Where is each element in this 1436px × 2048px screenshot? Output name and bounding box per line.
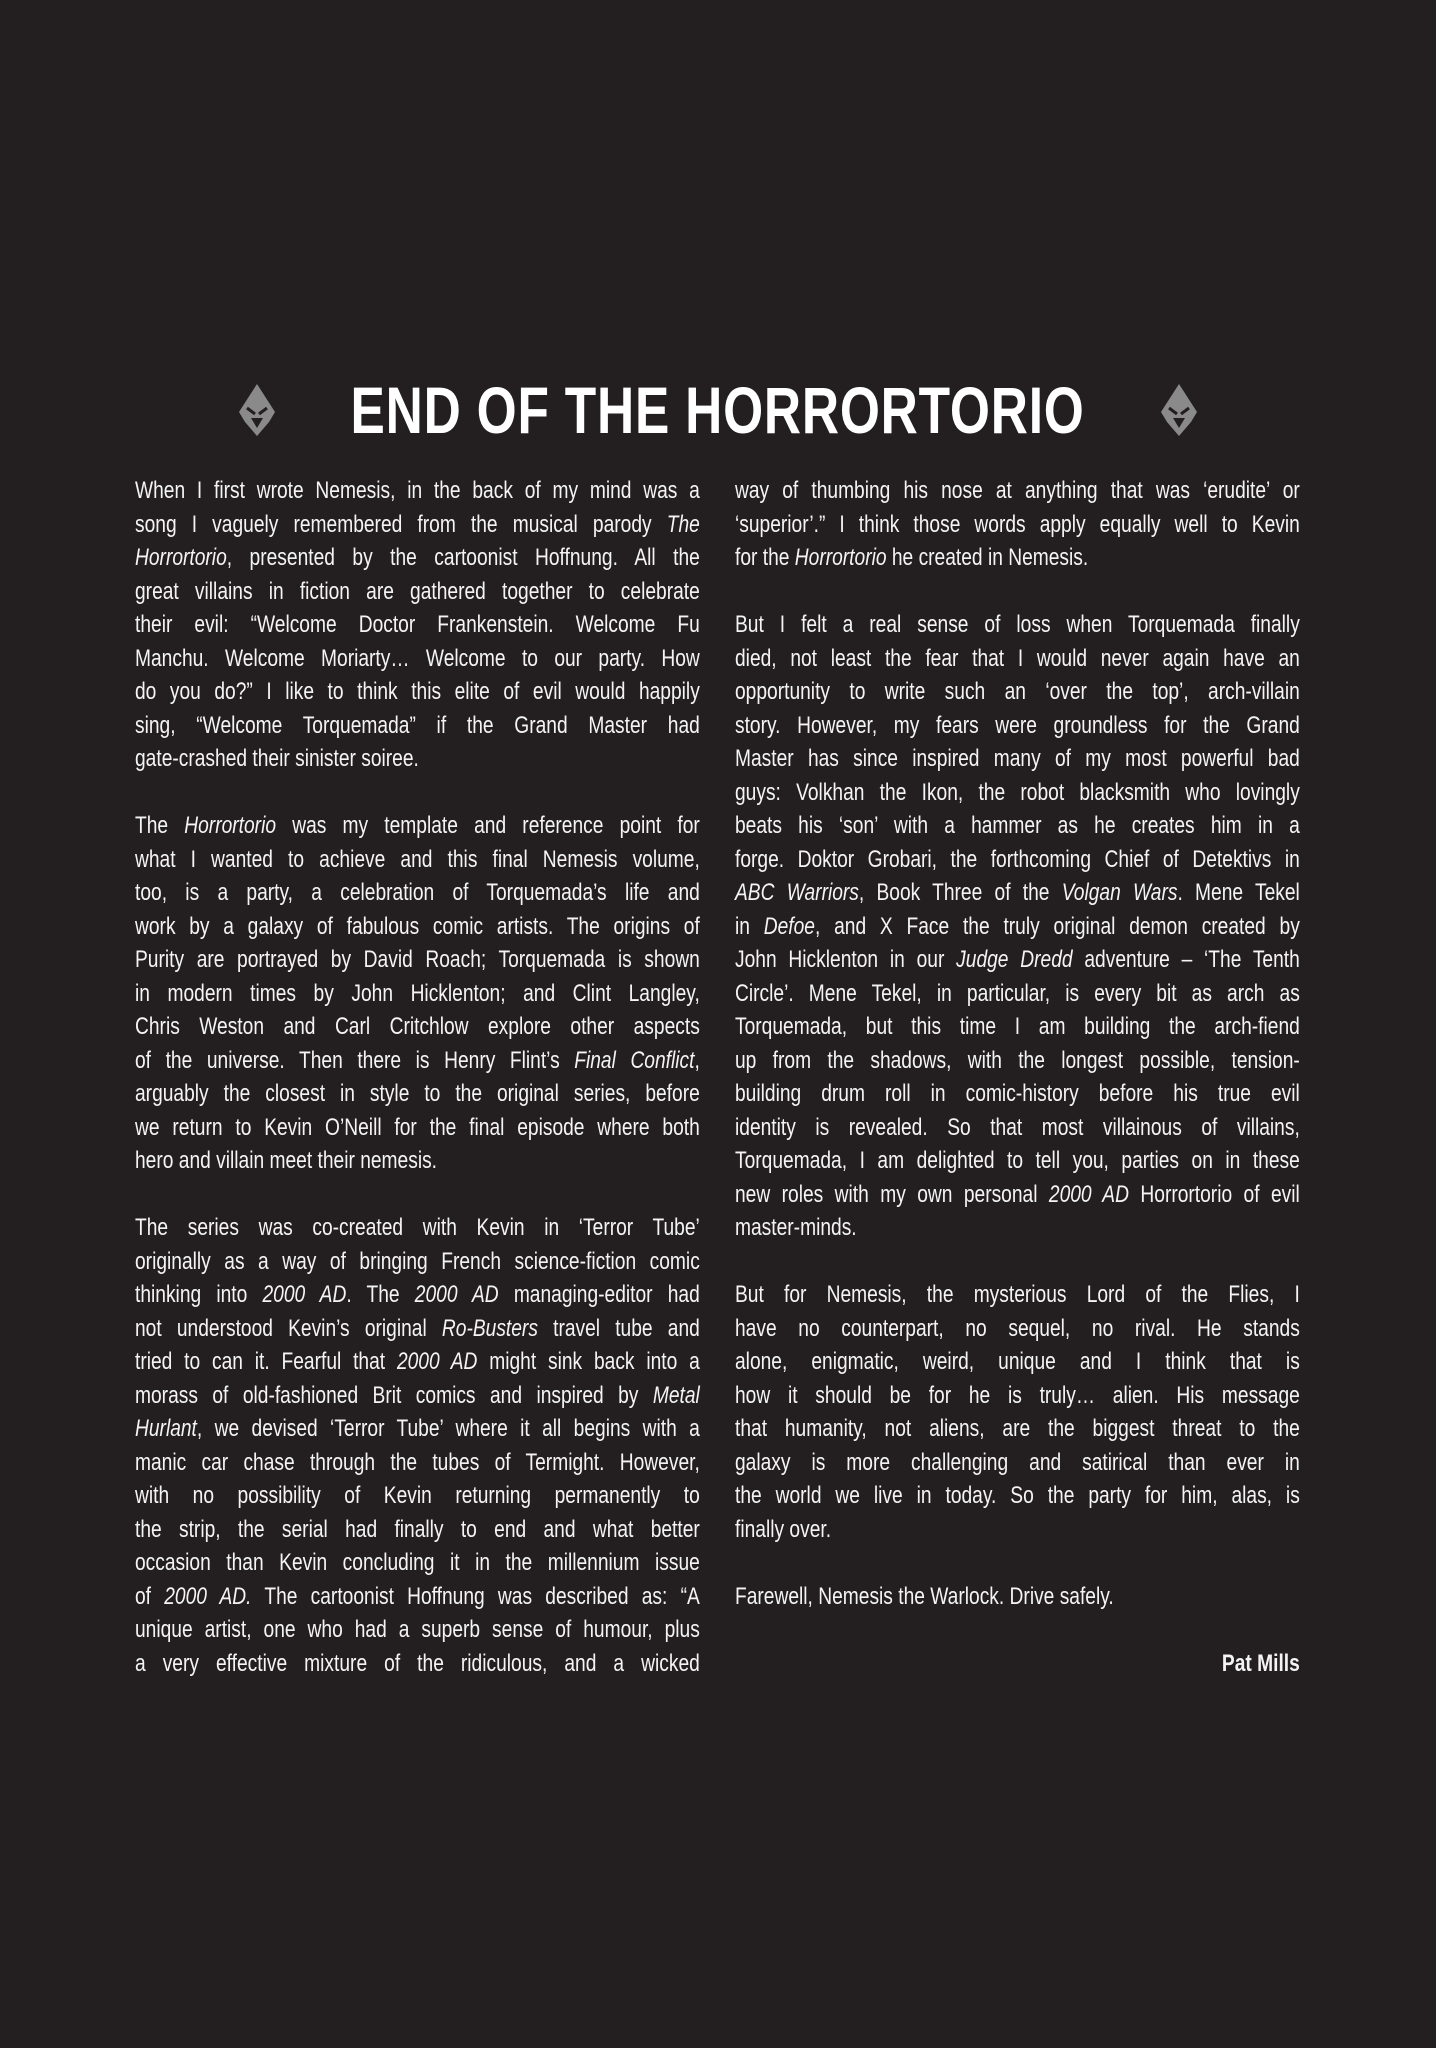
text-line <box>135 1010 700 1044</box>
text-run: of <box>135 1582 165 1610</box>
text-line <box>135 709 700 743</box>
text-line <box>135 876 700 910</box>
text-run: song I vaguely remembered from the musical parody <box>135 510 667 538</box>
text-line <box>135 1044 700 1078</box>
text-run: Purity are portrayed by David Roach; Torquemada is shown <box>135 946 700 973</box>
text-line <box>735 910 1300 944</box>
text-run: new roles with my own personal <box>735 1180 1049 1208</box>
text-run: in <box>735 912 764 940</box>
italic-text: The <box>666 510 700 538</box>
text-line <box>735 1077 1300 1111</box>
text-line <box>735 809 1300 843</box>
text-line <box>135 809 700 843</box>
text-run: work by a galaxy of fabulous comic artists. The origins of <box>135 912 700 940</box>
text-line <box>735 541 1300 575</box>
text-run: gate-crashed their sinister soiree. <box>135 745 419 772</box>
text-run: , Book Three of the <box>858 879 1062 906</box>
text-line <box>735 474 1300 508</box>
text-line <box>735 709 1300 743</box>
text-line <box>735 977 1300 1011</box>
italic-text: Hurlant <box>135 1415 197 1442</box>
text-run: , presented by the cartoonist Hoffnung. All the <box>226 544 700 571</box>
italic-text: Final Conflict <box>574 1046 695 1074</box>
text-run: hero and villain meet their nemesis. <box>135 1147 438 1174</box>
text-run: arguably the closest in style to the original series, before <box>135 1080 700 1107</box>
text-run: John Hicklenton in our <box>735 946 957 973</box>
nemesis-emblem-icon <box>235 382 279 438</box>
text-line <box>135 1613 700 1647</box>
text-line <box>135 541 700 575</box>
paragraph-gap <box>735 1546 1300 1580</box>
text-run: building drum roll in comic-history before his true evil <box>735 1080 1300 1107</box>
title-row <box>0 372 1436 448</box>
text-run: great villains in fiction are gathered together to celebrate <box>135 577 700 605</box>
text-line <box>735 1479 1300 1513</box>
italic-text: 2000 AD <box>396 1348 478 1375</box>
italic-text: 2000 AD <box>414 1281 499 1308</box>
text-run: up from the shadows, with the longest possible, tension- <box>735 1046 1300 1074</box>
text-run: Horrortorio of evil <box>1128 1180 1300 1208</box>
italic-text: Volgan Wars <box>1061 879 1178 906</box>
text-run: manic car chase through the tubes of Termight. However, <box>135 1448 700 1476</box>
text-line <box>135 977 700 1011</box>
text-run: with no possibility of Kevin returning permanently to <box>135 1482 700 1509</box>
nemesis-emblem-icon <box>1157 382 1201 438</box>
text-line <box>135 843 700 877</box>
text-line <box>735 1412 1300 1446</box>
text-run: guys: Volkhan the Ikon, the robot blacksmith who lovingly <box>735 778 1300 806</box>
paragraph-gap <box>735 1245 1300 1279</box>
text-run: what I wanted to achieve and this final Nemesis volume, <box>135 845 700 873</box>
text-line <box>135 1446 700 1480</box>
text-run: their evil: “Welcome Doctor Frankenstein. Welcome Fu <box>135 611 700 638</box>
text-line <box>735 1580 1300 1614</box>
text-run: opportunity to write such an ‘over the top’, arch-villain <box>735 678 1300 705</box>
text-run: a very effective mixture of the ridiculous, and a wicked <box>135 1649 700 1677</box>
text-run: might sink back into a <box>477 1348 700 1375</box>
text-line <box>735 1379 1300 1413</box>
text-line <box>735 1111 1300 1145</box>
text-run: travel tube and <box>537 1314 700 1342</box>
text-line <box>135 1546 700 1580</box>
text-run: alone, enigmatic, weird, unique and I think that is <box>735 1348 1300 1375</box>
text-run: But I felt a real sense of loss when Torquemada finally <box>735 611 1300 638</box>
italic-text: Horrortorio <box>135 544 227 571</box>
italic-text: 2000 AD <box>1048 1180 1129 1208</box>
text-line <box>735 843 1300 877</box>
text-run: forge. Doktor Grobari, the forthcoming Chief of Detektivs in <box>735 845 1300 873</box>
text-line <box>735 1044 1300 1078</box>
text-run: Manchu. Welcome Moriarty… Welcome to our party. How <box>135 644 700 672</box>
text-run: of the universe. Then there is Henry Flint’s <box>135 1046 575 1074</box>
text-run: , <box>694 1046 700 1074</box>
text-line <box>135 1379 700 1413</box>
text-line <box>735 943 1300 977</box>
text-run: not understood Kevin’s original <box>135 1314 442 1342</box>
text-line <box>135 1278 700 1312</box>
text-line <box>735 742 1300 776</box>
text-run: finally over. <box>735 1515 832 1543</box>
text-line <box>735 1278 1300 1312</box>
text-line <box>135 1412 700 1446</box>
text-run: unique artist, one who had a superb sense of humour, plus <box>135 1616 700 1643</box>
text-line <box>735 1178 1300 1212</box>
text-line <box>735 1446 1300 1480</box>
text-line <box>135 675 700 709</box>
page-title: END OF THE HORRORTORIO <box>350 373 1086 447</box>
text-run: identity is revealed. So that most villainous of villains, <box>735 1113 1300 1141</box>
text-run: But for Nemesis, the mysterious Lord of the Flies, I <box>735 1281 1300 1308</box>
text-run: in modern times by John Hicklenton; and Clint Langley, <box>135 979 700 1007</box>
text-run: thinking into <box>135 1281 263 1308</box>
text-run: the world we live in today. So the party for him, alas, is <box>735 1482 1300 1509</box>
text-line <box>135 1211 700 1245</box>
text-run: originally as a way of bringing French science-fiction comic <box>135 1247 700 1275</box>
text-line <box>135 742 700 776</box>
text-run: he created in Nemesis. <box>886 544 1089 571</box>
text-run: occasion than Kevin concluding it in the millennium issue <box>135 1549 700 1576</box>
text-run: tried to can it. Fearful that <box>135 1348 397 1375</box>
text-line <box>735 1312 1300 1346</box>
italic-text: ABC Warriors <box>735 879 859 906</box>
text-run: Master has since inspired many of my most powerful bad <box>735 745 1300 772</box>
text-run: how it should be for he is truly… alien. His message <box>735 1381 1300 1409</box>
text-line <box>135 1111 700 1145</box>
text-run: ‘superior’.” I think those words apply equally well to Kevin <box>735 510 1300 538</box>
italic-text: Horrortorio <box>794 544 887 571</box>
text-line <box>135 1245 700 1279</box>
text-line <box>735 508 1300 542</box>
text-line <box>135 943 700 977</box>
text-line <box>735 642 1300 676</box>
text-line <box>735 675 1300 709</box>
italic-text: Judge Dredd <box>956 946 1073 973</box>
text-line <box>135 1513 700 1547</box>
italic-text: Metal <box>652 1381 700 1409</box>
text-run: When I first wrote Nemesis, in the back of my mind was a <box>135 477 700 504</box>
text-line <box>735 1010 1300 1044</box>
text-run: for the <box>735 544 795 571</box>
italic-text: Horrortorio <box>184 812 277 839</box>
text-line <box>735 1513 1300 1547</box>
paragraph-gap <box>735 1613 1300 1647</box>
text-run: . The <box>346 1281 415 1308</box>
text-run: Torquemada, but this time I am building the arch-fiend <box>735 1013 1300 1040</box>
text-run: way of thumbing his nose at anything that was ‘erudite’ or <box>735 477 1300 504</box>
text-run: The <box>135 812 185 839</box>
text-run: , and X Face the truly original demon created by <box>814 912 1300 940</box>
text-line <box>735 876 1300 910</box>
text-line <box>735 1211 1300 1245</box>
text-run: the strip, the serial had finally to end and what better <box>135 1515 700 1543</box>
paragraph-gap <box>135 776 700 810</box>
text-run: sing, “Welcome Torquemada” if the Grand Master had <box>135 711 700 739</box>
text-line <box>135 474 700 508</box>
italic-text: Ro-Busters <box>441 1314 538 1342</box>
text-line <box>735 1144 1300 1178</box>
text-line <box>135 1077 700 1111</box>
text-run: was my template and reference point for <box>276 812 700 839</box>
text-run: managing-editor had <box>498 1281 700 1308</box>
italic-text: 2000 AD. <box>164 1582 252 1610</box>
text-run: Torquemada, I am delighted to tell you, parties on in these <box>735 1147 1300 1174</box>
text-run: have no counterpart, no sequel, no rival. He stands <box>735 1314 1300 1342</box>
text-line <box>135 910 700 944</box>
text-run: too, is a party, a celebration of Torquemada’s life and <box>135 879 700 906</box>
text-run: Farewell, Nemesis the Warlock. Drive safely. <box>735 1582 1114 1610</box>
text-line <box>735 776 1300 810</box>
text-run: The series was co-created with Kevin in ‘Terror Tube’ <box>135 1214 700 1241</box>
text-line <box>135 1312 700 1346</box>
text-line <box>135 1345 700 1379</box>
text-line <box>735 1345 1300 1379</box>
text-run: master-minds. <box>735 1214 857 1241</box>
text-run: . Mene Tekel <box>1177 879 1300 906</box>
text-line <box>135 1479 700 1513</box>
italic-text: 2000 AD <box>262 1281 347 1308</box>
text-line <box>135 1144 700 1178</box>
text-line <box>135 608 700 642</box>
text-line <box>135 508 700 542</box>
text-line <box>135 642 700 676</box>
text-run: that humanity, not aliens, are the biggest threat to the <box>735 1415 1300 1442</box>
text-run: story. However, my fears were groundless for the Grand <box>735 711 1300 739</box>
paragraph-gap <box>735 575 1300 609</box>
text-line <box>135 1647 700 1681</box>
text-run: Circle’. Mene Tekel, in particular, is every bit as arch as <box>735 979 1300 1007</box>
italic-text: Defoe <box>763 912 815 940</box>
text-run: do you do?” I like to think this elite of evil would happily <box>135 678 700 705</box>
text-run: , we devised ‘Terror Tube’ where it all begins with a <box>196 1415 700 1442</box>
text-run: morass of old-fashioned Brit comics and inspired by <box>135 1381 653 1409</box>
text-run: beats his ‘son’ with a hammer as he creates him in a <box>735 812 1300 839</box>
text-line <box>135 1580 700 1614</box>
text-run: galaxy is more challenging and satirical than ever in <box>735 1448 1300 1476</box>
text-run: adventure – ‘The Tenth <box>1072 946 1300 973</box>
text-line <box>735 608 1300 642</box>
text-run: Chris Weston and Carl Critchlow explore other aspects <box>135 1013 700 1040</box>
text-line <box>135 575 700 609</box>
right-column <box>735 474 1300 1680</box>
text-run: The cartoonist Hoffnung was described as: “A <box>251 1582 700 1610</box>
paragraph-gap <box>135 1178 700 1212</box>
text-run: died, not least the fear that I would never again have an <box>735 644 1300 672</box>
author-signature: Pat Mills <box>1221 1649 1300 1677</box>
text-run: we return to Kevin O’Neill for the final episode where both <box>135 1113 700 1141</box>
left-column <box>135 474 700 1680</box>
